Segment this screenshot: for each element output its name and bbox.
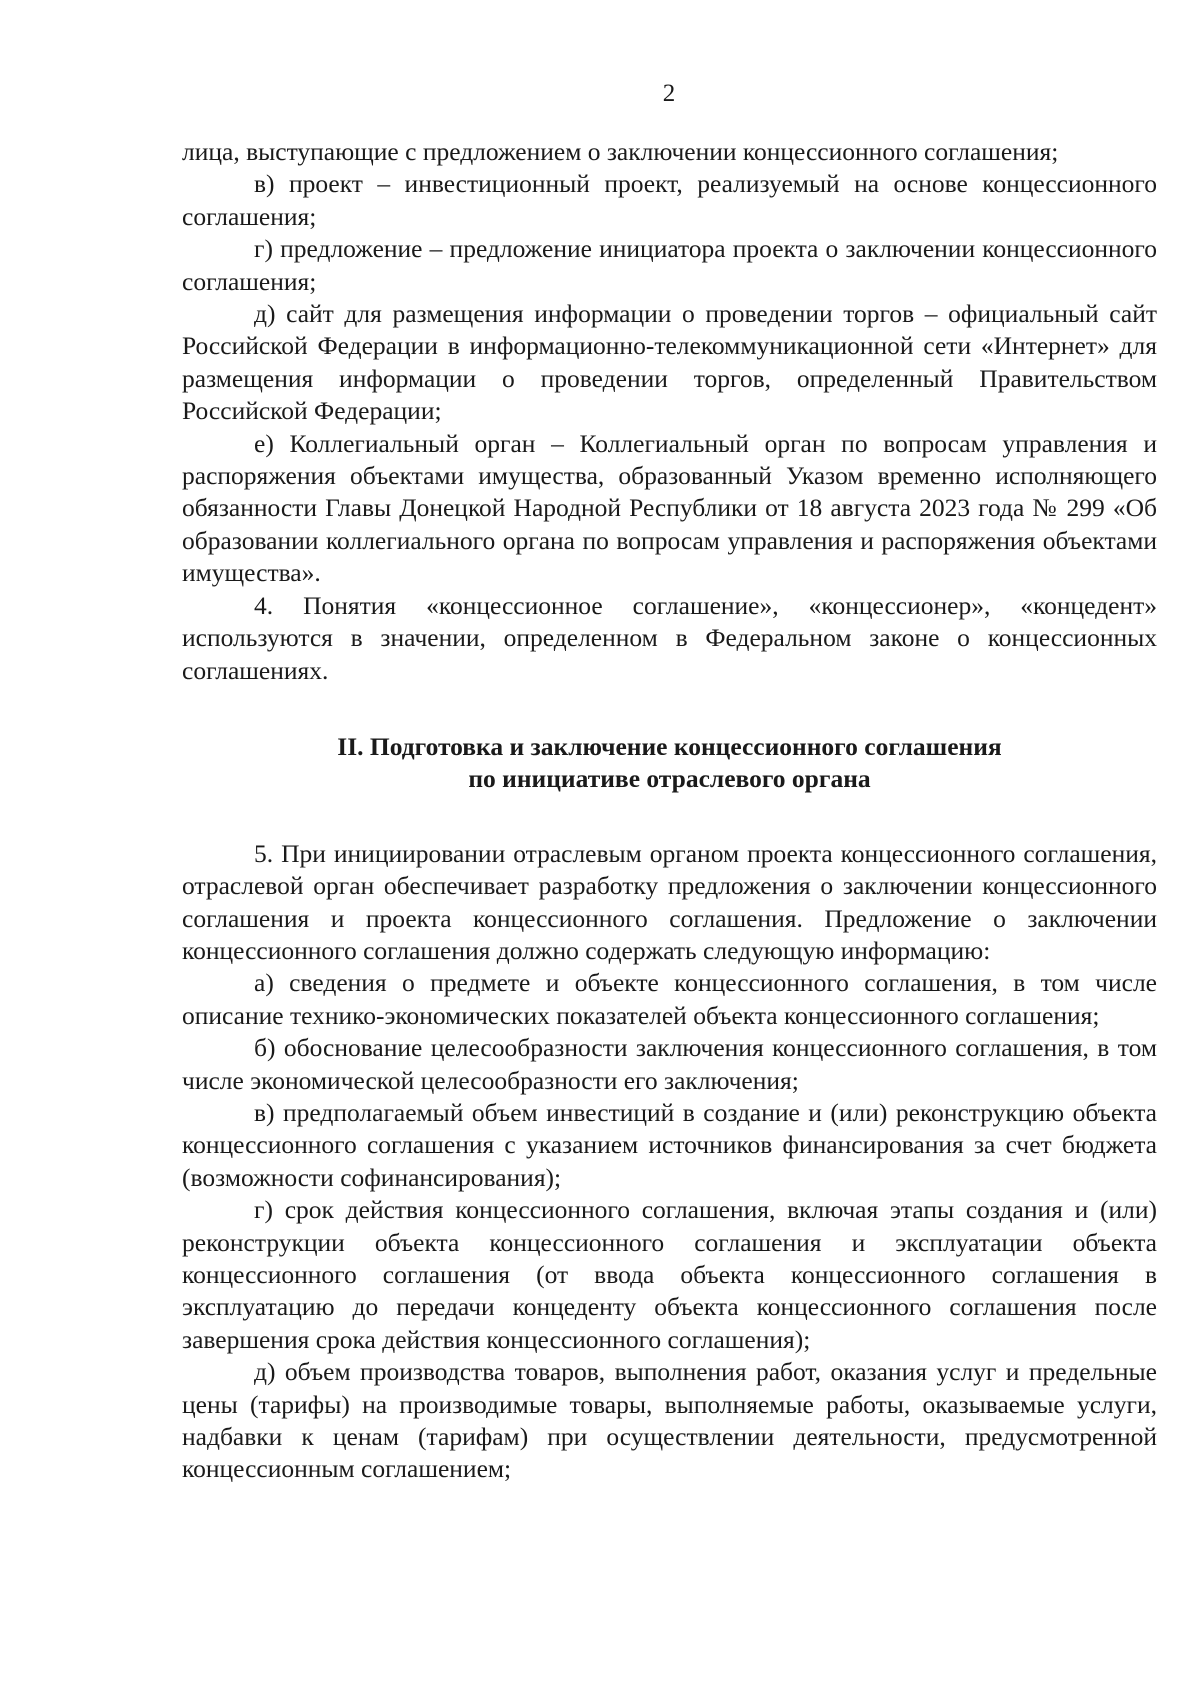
subitem-d: д) объем производства товаров, выполнения работ, оказания услуг и предельные цены (тарифы) на производимые товары, выполняемые работы, оказываемые услуги, надбавки к ценам (тарифам) при осуществлении деятельности, предусмотренной концессионным соглашением;	[182, 1357, 1157, 1484]
definition-v: в) проект – инвестиционный проект, реализуемый на основе концессионного соглашения;	[182, 169, 1157, 231]
definition-d: д) сайт для размещения информации о проведении торгов – официальный сайт Российской Федерации в информационно-телекоммуникационной сети «Интернет» для размещения информации о проведении торгов, определенный Правительством Российской Федерации;	[182, 299, 1157, 426]
definition-e: е) Коллегиальный орган – Коллегиальный орган по вопросам управления и распоряжения объектами имущества, образованный Указом временно исполняющего обязанности Главы Донецкой Народной Республики от 18 августа 2023 года № 299 «Об образовании коллегиального органа по вопросам управления и распоряжения объектами имущества».	[182, 428, 1157, 588]
subitem-a: а) сведения о предмете и объекте концессионного соглашения, в том числе описание технико-экономических показателей объекта концессионного соглашения;	[182, 968, 1157, 1030]
section-heading	[182, 731, 1157, 796]
subitem-v: в) предполагаемый объем инвестиций в создание и (или) реконструкцию объекта концессионного соглашения с указанием источников финансирования за счет бюджета (возможности софинансирования);	[182, 1097, 1157, 1192]
definition-g: г) предложение – предложение инициатора проекта о заключении концессионного соглашения;	[182, 234, 1157, 296]
section-heading-line-2: по инициативе отраслевого органа	[468, 764, 871, 794]
subitem-g: г) срок действия концессионного соглашения, включая этапы создания и (или) реконструкции объекта концессионного соглашения и эксплуатации объекта концессионного соглашения (от ввода объекта концессионного соглашения в эксплуатацию до передачи концеденту объекта концессионного соглашения после завершения срока действия концессионного соглашения);	[182, 1195, 1157, 1354]
paragraph-item-5: 5. При инициировании отраслевым органом проекта концессионного соглашения, отраслевой орган обеспечивает разработку предложения о заключении концессионного соглашения и проекта концессионного соглашения. Предложение о заключении концессионного соглашения должно содержать следующую информацию:	[182, 838, 1157, 965]
page-number: 2	[662, 80, 676, 107]
section-heading-line-1: II. Подготовка и заключение концессионного соглашения	[337, 731, 1002, 761]
paragraph-item-4: 4. Понятия «концессионное соглашение», «концессионер», «концедент» используются в значении, определенном в Федеральном законе о концессионных соглашениях.	[182, 590, 1157, 685]
paragraph-continuation: лица, выступающие с предложением о заключении концессионного соглашения;	[182, 137, 1059, 166]
document-body	[182, 136, 1157, 1486]
subitem-b: б) обоснование целесообразности заключения концессионного соглашения, в том числе экономической целесообразности его заключения;	[182, 1033, 1157, 1095]
